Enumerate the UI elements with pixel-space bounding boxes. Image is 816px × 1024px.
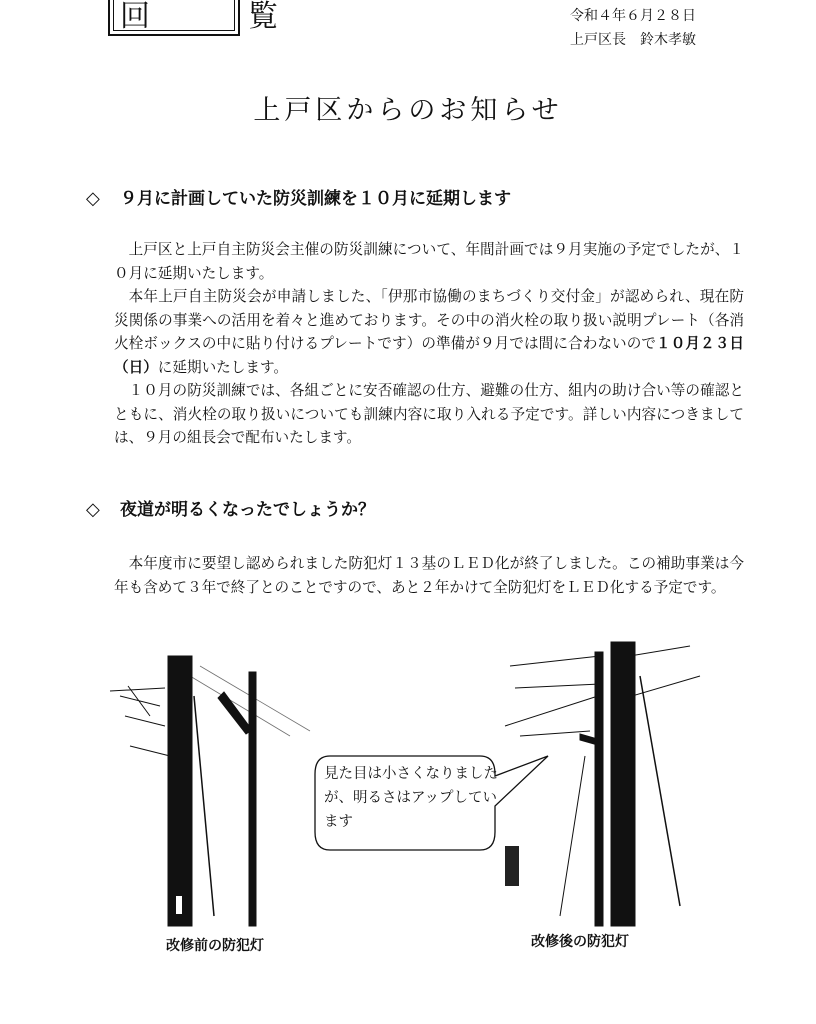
paragraph: 本年度市に要望し認められました防犯灯１３基のＬＥＤ化が終了しました。この補助事業は今年も含めて３年で終了とのことですので、あと２年かけて全防犯灯をＬＥＤ化する予定です。 xyxy=(114,555,744,596)
page-title: 上戸区からのお知らせ xyxy=(253,95,563,126)
diamond-icon: ◇ xyxy=(86,499,100,520)
section-heading-drill xyxy=(86,184,511,209)
paragraph: 上戸区と上戸自主防災会主催の防災訓練について、年間計画では９月実施の予定でしたが、１０月に延期いたします。 xyxy=(114,241,744,282)
old-streetlight-illustration xyxy=(110,656,310,926)
bubble-text: 見た目は小さくなりましたが、明るさはアップしています xyxy=(324,766,498,830)
new-streetlight-illustration xyxy=(505,642,700,926)
caption-after: 改修後の防犯灯 xyxy=(531,934,629,950)
diamond-icon: ◇ xyxy=(86,188,100,209)
drill-date: １０月２３日（日） xyxy=(114,335,744,376)
section-heading-text: ９月に計画していた防災訓練を１０月に延期します xyxy=(120,189,511,209)
document-meta xyxy=(570,4,696,52)
author: 上戸区長 鈴木孝敏 xyxy=(570,32,696,48)
section-body-drill xyxy=(114,238,744,450)
section-heading-streetlights xyxy=(86,495,375,520)
paragraph: 本年上戸自主防災会が申請しました、「伊那市協働のまちづくり交付金」が認められ、現在防災関係の事業への活用を着々と進めております。その中の消火栓の取り扱い説明プレート（各消火栓ボックスの中に貼り付けるプレートです）の準備が９月では間に合わないので１０月２３日（日）に延期いたします。 xyxy=(114,288,744,376)
caption-before: 改修前の防犯灯 xyxy=(166,938,264,954)
paragraph: １０月の防災訓練では、各組ごとに安否確認の仕方、避難の仕方、組内の助け合い等の確認とともに、消火栓の取り扱いについても訓練内容に取り入れる予定です。詳しい内容につきましては、９月の組長会で配布いたします。 xyxy=(114,382,744,446)
section-heading-text: 夜道が明るくなったでしょうか？ xyxy=(120,500,375,520)
circulation-stamp: 回 覧 xyxy=(108,0,240,36)
issue-date: 令和４年６月２８日 xyxy=(570,8,696,24)
section-body-streetlights xyxy=(114,552,744,599)
